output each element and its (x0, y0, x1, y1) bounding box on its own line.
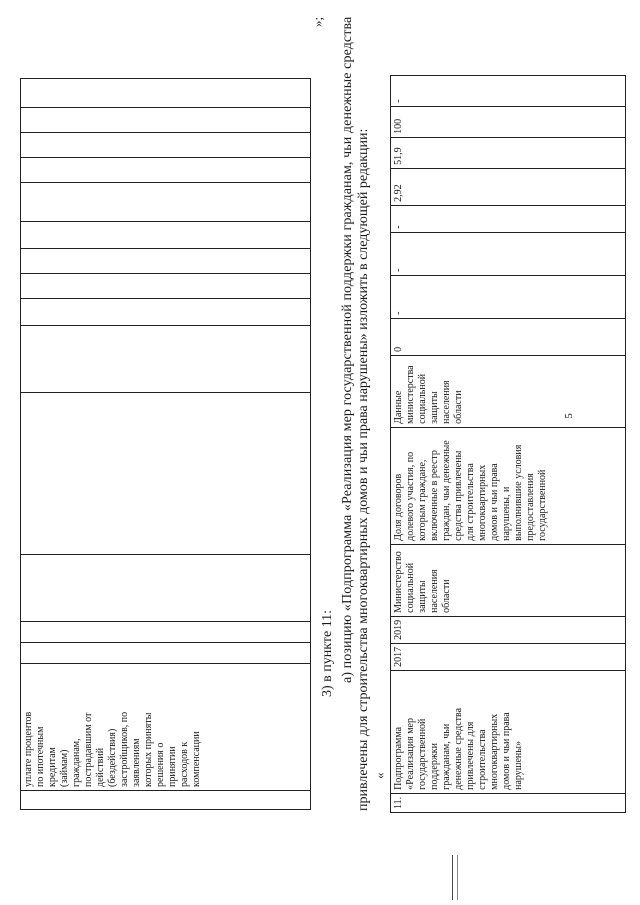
upper-cell (21, 133, 311, 158)
value-cell (391, 275, 626, 318)
upper-cell (21, 79, 311, 108)
upper-cell (21, 249, 311, 274)
upper-cell (21, 108, 311, 133)
start-year: 2017 (393, 646, 404, 667)
value-6: 51,9 (393, 147, 404, 165)
upper-cell (21, 183, 311, 222)
value-cell (391, 168, 626, 205)
value-1: 0 (393, 346, 404, 352)
row-number-cell (391, 793, 626, 812)
upper-cell (21, 622, 311, 643)
value-2: - (393, 311, 404, 315)
lower-table (390, 75, 626, 813)
value-8: - (393, 99, 404, 103)
upper-cell (21, 643, 311, 664)
paragraph-point-11: 3) в пункте 11: (320, 609, 335, 697)
paragraph-continuation: привлечены для строительства многоквартирных домов и чьи права нарушены» изложить в следующей редакции: (356, 128, 371, 811)
close-quote: »; (310, 16, 325, 27)
executor: Министерство социальной защиты населения области (393, 551, 452, 613)
upper-cell (21, 158, 311, 183)
value-4: - (393, 225, 404, 229)
indicator: Доля договоров долевого участия, по которым граждане, включенные в реестр граждан, чьи денежные средства привлечены для строительства многоквартирных домов и чьи права нарушены, и выполнившие условия предоставления государственной (393, 440, 548, 541)
upper-cell (21, 299, 311, 326)
paragraph-position: а) позицию «Подпрограмма «Реализация мер государственной поддержки гражданам, чьи денежные средства (340, 16, 355, 683)
subprogram-name: Подпрограмма «Реализация мер государственной поддержки гражданам, чьи денежные средства привлечены для строительства многоквартирных домов и чьи права нарушены» (393, 707, 524, 790)
upper-cell (21, 393, 311, 555)
subprogram-cell (391, 670, 626, 793)
value-cell (391, 106, 626, 137)
upper-cell-empty (21, 791, 311, 810)
open-quote: « (372, 772, 387, 779)
data-source: Данные министерства социальной защиты населения области (393, 365, 464, 424)
binding-mark (452, 855, 458, 900)
page-number: 5 (562, 413, 575, 419)
value-7: 100 (393, 118, 404, 134)
executor-cell (391, 544, 626, 616)
value-cell (391, 205, 626, 232)
value-cell (391, 137, 626, 168)
end-year-cell (391, 616, 626, 643)
row-number: 11. (393, 796, 404, 809)
upper-cell-label: уплате процентов по ипотечным кредитам (займам) гражданам, пострадавшим от действий (бездействия) застройщиков, по заявлениям которых приняты решения о принятии расходов к компенсации (23, 711, 202, 787)
end-year: 2019 (393, 619, 404, 640)
value-3: - (393, 268, 404, 272)
upper-cell (21, 274, 311, 299)
value-cell (391, 232, 626, 275)
upper-cell (21, 555, 311, 622)
value-5: 2,92 (393, 184, 404, 202)
source-cell (391, 355, 626, 427)
upper-cell (21, 222, 311, 249)
value-cell (391, 75, 626, 106)
upper-cell-text (21, 664, 311, 791)
value-cell (391, 318, 626, 355)
start-year-cell (391, 643, 626, 670)
upper-cell (21, 326, 311, 393)
indicator-cell (391, 427, 626, 544)
upper-table (20, 78, 311, 810)
